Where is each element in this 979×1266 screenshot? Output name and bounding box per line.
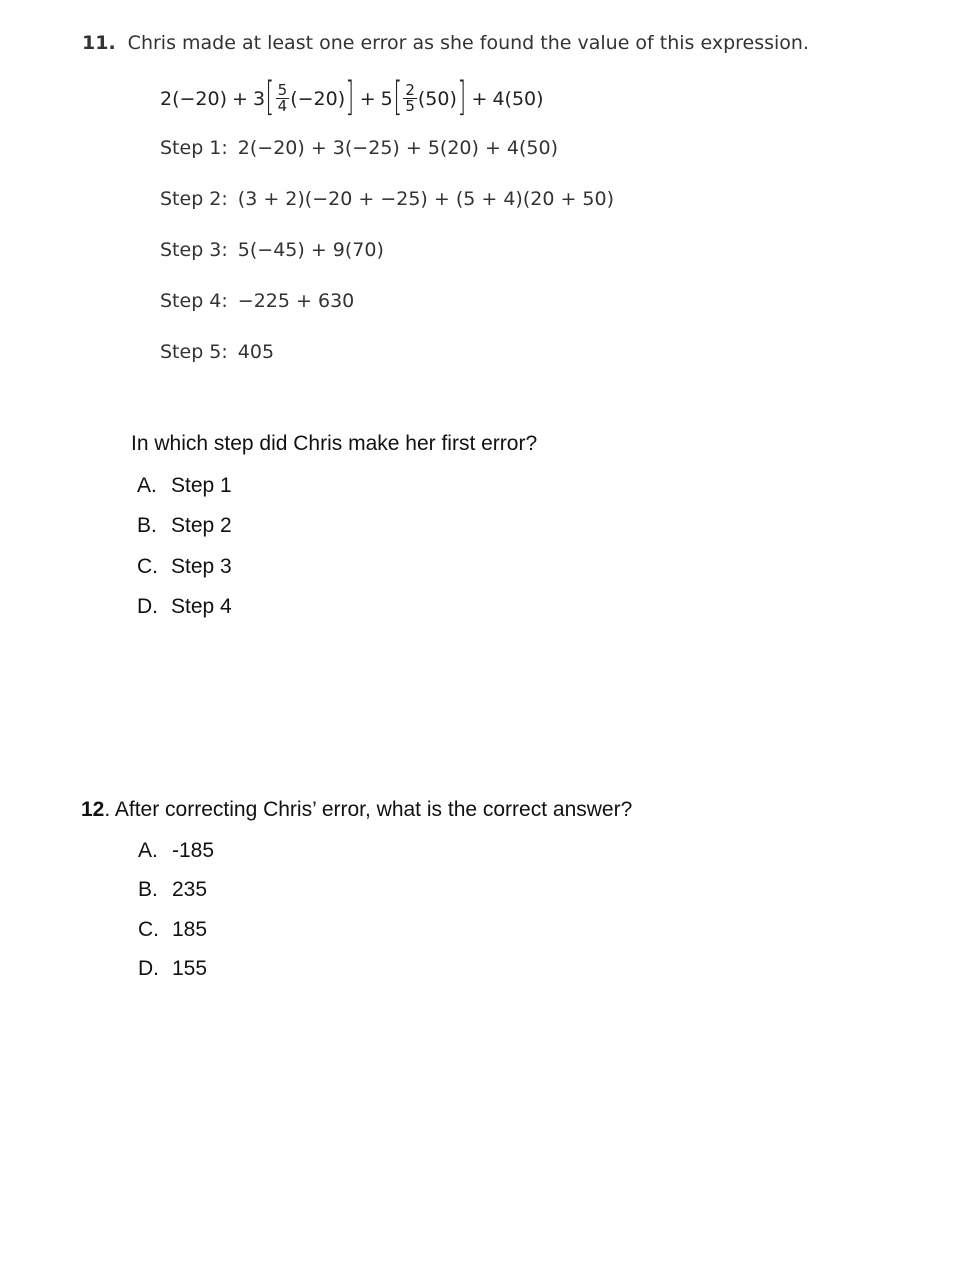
expression-coefficient-3: 5: [380, 88, 393, 110]
choice-text: 185: [172, 918, 208, 941]
fraction-numerator: 5: [277, 80, 288, 99]
fraction-two-fifths: [403, 80, 417, 115]
right-bracket: ]: [345, 74, 355, 120]
expression-inner-1: (−20): [290, 88, 346, 110]
expression-plus-2: +: [359, 88, 376, 110]
step-work: −225 + 630: [237, 290, 355, 312]
choice-text: Step 2: [171, 514, 232, 537]
step-label: Step 1:: [160, 137, 228, 159]
fraction-numerator: 2: [405, 80, 415, 99]
step-work: 5(−45) + 9(70): [237, 239, 384, 261]
fraction-denominator: 4: [277, 96, 288, 115]
step-3: [160, 239, 384, 261]
expression-coefficient-2: 3: [252, 88, 266, 110]
choice-letter: A.: [138, 839, 158, 862]
step-4: [160, 290, 354, 312]
question-11-number: 11.: [82, 32, 116, 54]
q11-choice-a[interactable]: [137, 474, 232, 498]
step-1: [160, 137, 558, 159]
step-label: Step 3:: [160, 239, 228, 261]
choice-text: 155: [172, 957, 208, 980]
q11-choice-b[interactable]: [137, 514, 232, 538]
choice-letter: B.: [137, 514, 157, 537]
question-11-text: In which step did Chris make her first error?: [131, 432, 538, 455]
expression-inner-2: (50): [417, 88, 457, 110]
question-12-number: 12: [81, 798, 105, 821]
question-12-header: [81, 798, 632, 822]
choice-text: Step 3: [171, 555, 232, 578]
step-work: 2(−20) + 3(−25) + 5(20) + 4(50): [237, 137, 558, 159]
choice-text: -185: [172, 839, 215, 862]
choice-letter: D.: [137, 595, 158, 618]
expression-term-1: 2(−20): [160, 88, 228, 110]
right-bracket: ]: [457, 74, 467, 120]
fraction-five-fourths: [276, 80, 290, 115]
left-bracket: [: [393, 74, 402, 120]
expression-plus-1: +: [232, 88, 248, 110]
step-work: (3 + 2)(−20 + −25) + (5 + 4)(20 + 50): [237, 188, 614, 210]
step-2: [160, 188, 614, 210]
fraction-denominator: 5: [405, 96, 415, 115]
q12-choice-b[interactable]: [138, 878, 207, 902]
question-11-prompt: Chris made at least one error as she found the value of this expression.: [127, 32, 810, 54]
choice-text: Step 4: [171, 595, 232, 618]
step-5: [160, 341, 274, 363]
choice-letter: C.: [137, 555, 158, 578]
left-bracket: [: [265, 74, 275, 120]
q12-choice-c[interactable]: [138, 918, 207, 942]
step-label: Step 5:: [160, 341, 228, 363]
math-expression: [160, 74, 544, 120]
step-label: Step 4:: [160, 290, 228, 312]
q12-choice-a[interactable]: [138, 839, 214, 863]
choice-text: 235: [172, 878, 208, 901]
choice-letter: A.: [137, 474, 157, 497]
expression-plus-3: +: [471, 88, 488, 110]
choice-letter: C.: [138, 918, 159, 941]
choice-letter: D.: [138, 957, 159, 980]
q11-choice-c[interactable]: [137, 555, 232, 579]
expression-term-4: 4(50): [492, 88, 544, 110]
question-11-header: [82, 32, 809, 54]
step-label: Step 2:: [160, 188, 228, 210]
step-work: 405: [237, 341, 275, 363]
q11-choice-d[interactable]: [137, 595, 232, 619]
q12-choice-d[interactable]: [138, 957, 207, 981]
choice-letter: B.: [138, 878, 158, 901]
question-12-prompt: . After correcting Chris’ error, what is the correct answer?: [104, 798, 633, 821]
choice-text: Step 1: [171, 474, 232, 497]
